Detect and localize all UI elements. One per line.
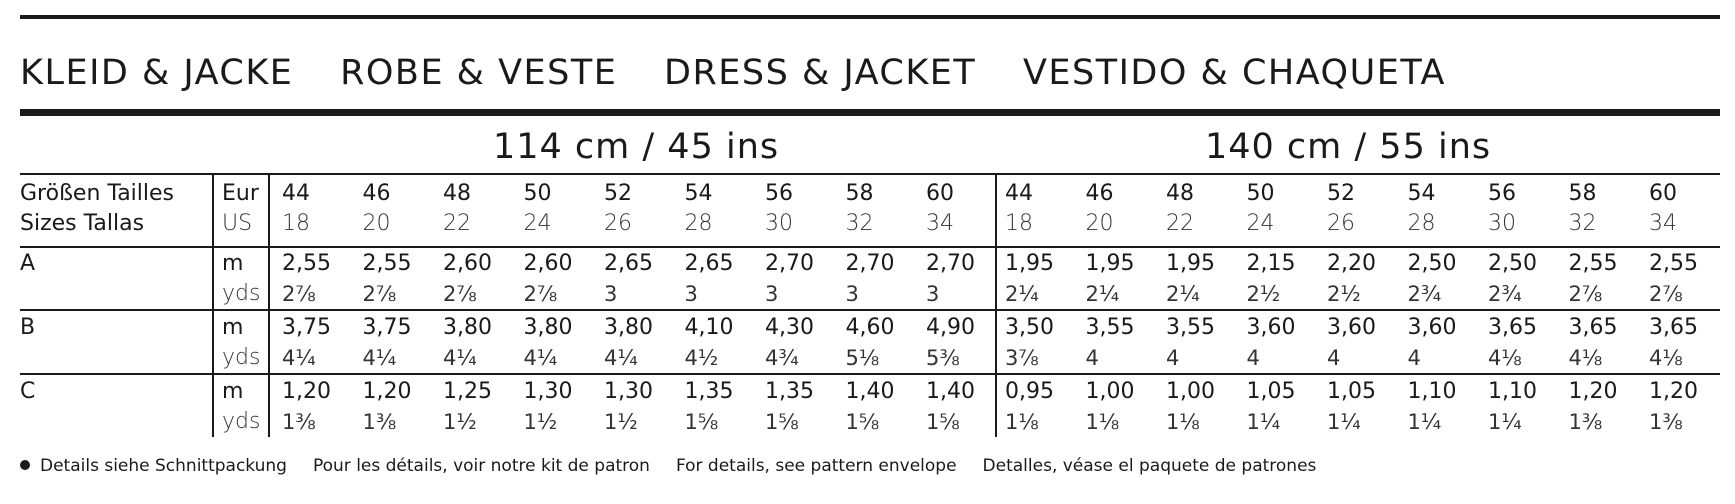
meters-value: 2,55 [362, 251, 412, 276]
fabric-width-114: 114 cm / 45 ins [493, 127, 780, 167]
us-size: 32 [845, 211, 874, 236]
unit-column-divider [268, 173, 270, 437]
meters-value: 1,30 [523, 379, 573, 404]
meters-value: 2,70 [926, 251, 975, 276]
table-rule [20, 246, 1720, 248]
yards-value: 4¼ [443, 346, 477, 370]
yards-value: 4½ [684, 346, 719, 370]
meters-value: 1,95 [1085, 251, 1135, 276]
meters-value: 1,35 [765, 379, 814, 404]
meters-value: 1,25 [443, 379, 492, 404]
title-en: DRESS & JACKET [664, 53, 977, 93]
us-size: 18 [1005, 211, 1033, 236]
yards-value: 4 [1407, 346, 1421, 370]
yards-value: 2⅞ [282, 282, 316, 306]
yards-value: 5⅜ [926, 346, 960, 370]
us-size: 30 [765, 211, 793, 236]
eur-size: 56 [765, 181, 793, 206]
yards-value: 1⅝ [765, 410, 799, 434]
eur-size: 48 [443, 181, 471, 206]
us-size: 22 [1166, 211, 1194, 236]
yards-value: 4¼ [604, 346, 638, 370]
yards-value: 1⅝ [845, 410, 880, 434]
yards-value: 1⅛ [1085, 410, 1120, 434]
yards-value: 1¼ [1407, 410, 1442, 434]
yards-value: 2⅞ [443, 282, 477, 306]
size-label-line-1: Größen Tailles [20, 181, 175, 206]
meters-value: 2,50 [1488, 251, 1537, 276]
yards-value: 2¾ [1488, 282, 1522, 306]
meters-value: 3,65 [1568, 315, 1618, 340]
meters-value: 2,55 [1649, 251, 1698, 276]
meters-value: 1,95 [1166, 251, 1215, 276]
eur-label: Eur [222, 181, 259, 206]
eur-size: 60 [1649, 181, 1677, 206]
meters-value: 3,60 [1407, 315, 1457, 340]
yards-value: 5⅛ [845, 346, 880, 370]
view-label: A [20, 251, 36, 276]
yards-value: 2⅞ [523, 282, 558, 306]
meters-value: 1,95 [1005, 251, 1054, 276]
eur-size: 46 [362, 181, 391, 206]
yards-value: 2¼ [1005, 282, 1039, 306]
meters-value: 3,60 [1246, 315, 1296, 340]
yards-value: 2⅞ [1649, 282, 1683, 306]
meters-value: 3,80 [604, 315, 653, 340]
meters-value: 1,20 [1649, 379, 1698, 404]
eur-size: 44 [1005, 181, 1033, 206]
meters-value: 1,10 [1488, 379, 1537, 404]
eur-size: 58 [1568, 181, 1597, 206]
yards-value: 3 [926, 282, 940, 306]
meters-value: 2,50 [1407, 251, 1457, 276]
meters-value: 3,65 [1649, 315, 1698, 340]
meters-value: 1,00 [1085, 379, 1135, 404]
us-label: US [222, 211, 253, 236]
footer-fr: Pour les détails, voir notre kit de patron [312, 456, 650, 476]
label-column-divider [212, 173, 214, 437]
meters-value: 3,80 [443, 315, 492, 340]
eur-size: 44 [282, 181, 310, 206]
meters-value: 1,10 [1407, 379, 1457, 404]
yards-value: 1⅛ [1005, 410, 1039, 434]
meters-value: 1,35 [684, 379, 734, 404]
us-size: 34 [1649, 211, 1677, 236]
table-rule [20, 373, 1720, 375]
fabric-width-divider [995, 173, 997, 437]
us-size: 28 [1407, 211, 1436, 236]
heavy-rule [20, 109, 1720, 116]
us-size: 22 [443, 211, 471, 236]
unit-yards-label: yds [222, 281, 261, 306]
meters-value: 0,95 [1005, 379, 1054, 404]
meters-value: 3,60 [1327, 315, 1376, 340]
meters-value: 3,65 [1488, 315, 1537, 340]
yards-value: 1½ [523, 410, 558, 434]
meters-value: 2,20 [1327, 251, 1376, 276]
yards-value: 1⅝ [926, 410, 960, 434]
meters-value: 3,75 [362, 315, 412, 340]
yards-value: 1⅜ [362, 410, 397, 434]
footer-note [20, 454, 1342, 478]
meters-value: 2,65 [684, 251, 734, 276]
yards-value: 2¼ [1085, 282, 1120, 306]
eur-size: 54 [684, 181, 713, 206]
us-size: 26 [1327, 211, 1355, 236]
yards-value: 1⅛ [1166, 410, 1200, 434]
meters-value: 4,90 [926, 315, 975, 340]
us-size: 24 [523, 211, 552, 236]
eur-size: 48 [1166, 181, 1194, 206]
us-size: 20 [1085, 211, 1114, 236]
yards-value: 3 [684, 282, 698, 306]
eur-size: 50 [1246, 181, 1275, 206]
yards-value: 2½ [1327, 282, 1361, 306]
yards-value: 4⅛ [1488, 346, 1522, 370]
meters-value: 1,20 [282, 379, 331, 404]
meters-value: 2,55 [1568, 251, 1618, 276]
yards-value: 2¾ [1407, 282, 1442, 306]
yards-value: 3 [604, 282, 618, 306]
meters-value: 2,70 [845, 251, 895, 276]
yards-value: 1⅜ [1568, 410, 1603, 434]
meters-value: 4,10 [684, 315, 734, 340]
yards-value: 4¼ [282, 346, 316, 370]
meters-value: 1,40 [845, 379, 895, 404]
title-es: VESTIDO & CHAQUETA [1022, 53, 1446, 93]
footer-de: Details siehe Schnittpackung [40, 456, 287, 476]
eur-size: 50 [523, 181, 552, 206]
meters-value: 1,00 [1166, 379, 1215, 404]
view-label: B [20, 315, 36, 340]
yards-value: 2½ [1246, 282, 1281, 306]
us-size: 28 [684, 211, 713, 236]
us-size: 34 [926, 211, 954, 236]
yards-value: 1¼ [1488, 410, 1522, 434]
meters-value: 3,50 [1005, 315, 1054, 340]
meters-value: 2,60 [523, 251, 573, 276]
meters-value: 3,80 [523, 315, 573, 340]
meters-value: 2,15 [1246, 251, 1296, 276]
meters-value: 1,40 [926, 379, 975, 404]
yards-value: 4 [1246, 346, 1260, 370]
footer-es: Detalles, véase el paquete de patrones [982, 456, 1317, 476]
meters-value: 2,55 [282, 251, 331, 276]
eur-size: 60 [926, 181, 954, 206]
title-fr: ROBE & VESTE [340, 53, 618, 93]
unit-meters-label: m [222, 379, 244, 404]
yards-value: 4¼ [362, 346, 397, 370]
yards-value: 4 [1327, 346, 1341, 370]
yards-value: 1½ [604, 410, 638, 434]
meters-value: 1,05 [1327, 379, 1376, 404]
unit-meters-label: m [222, 315, 244, 340]
eur-size: 56 [1488, 181, 1516, 206]
yards-value: 1¼ [1246, 410, 1281, 434]
meters-value: 2,65 [604, 251, 653, 276]
table-rule [20, 309, 1720, 311]
us-size: 24 [1246, 211, 1275, 236]
eur-size: 52 [1327, 181, 1355, 206]
unit-yards-label: yds [222, 409, 261, 434]
yards-value: 4¼ [523, 346, 558, 370]
us-size: 18 [282, 211, 310, 236]
yards-value: 4 [1085, 346, 1099, 370]
eur-size: 52 [604, 181, 632, 206]
yards-value: 1½ [443, 410, 477, 434]
unit-yards-label: yds [222, 345, 261, 370]
yards-value: 2¼ [1166, 282, 1200, 306]
top-rule [20, 15, 1720, 19]
yards-value: 4¾ [765, 346, 799, 370]
unit-meters-label: m [222, 251, 244, 276]
bullet-icon [20, 460, 30, 470]
eur-size: 46 [1085, 181, 1114, 206]
yards-value: 2⅞ [362, 282, 397, 306]
yards-value: 1⅜ [1649, 410, 1683, 434]
yards-value: 4 [1166, 346, 1180, 370]
meters-value: 4,30 [765, 315, 814, 340]
meters-value: 1,05 [1246, 379, 1296, 404]
meters-value: 3,55 [1085, 315, 1135, 340]
meters-value: 3,75 [282, 315, 331, 340]
fabric-width-140: 140 cm / 55 ins [1205, 127, 1492, 167]
us-size: 32 [1568, 211, 1597, 236]
us-size: 20 [362, 211, 391, 236]
table-rule [20, 173, 1720, 175]
yards-value: 1⅝ [684, 410, 719, 434]
yards-value: 1⅜ [282, 410, 316, 434]
us-size: 26 [604, 211, 632, 236]
yards-value: 4⅛ [1649, 346, 1683, 370]
meters-value: 4,60 [845, 315, 895, 340]
footer-en: For details, see pattern envelope [675, 456, 957, 476]
eur-size: 54 [1407, 181, 1436, 206]
yards-value: 3 [765, 282, 779, 306]
meters-value: 2,60 [443, 251, 492, 276]
size-label-line-2: Sizes Tallas [20, 211, 145, 236]
meters-value: 1,30 [604, 379, 653, 404]
yards-value: 3 [845, 282, 859, 306]
yards-value: 1¼ [1327, 410, 1361, 434]
meters-value: 1,20 [1568, 379, 1618, 404]
yards-value: 4⅛ [1568, 346, 1603, 370]
yards-value: 3⅞ [1005, 346, 1039, 370]
title-de: KLEID & JACKE [20, 53, 294, 93]
meters-value: 1,20 [362, 379, 412, 404]
us-size: 30 [1488, 211, 1516, 236]
eur-size: 58 [845, 181, 874, 206]
yards-value: 2⅞ [1568, 282, 1603, 306]
view-label: C [20, 379, 36, 404]
meters-value: 3,55 [1166, 315, 1215, 340]
title-row [20, 50, 1480, 96]
meters-value: 2,70 [765, 251, 814, 276]
